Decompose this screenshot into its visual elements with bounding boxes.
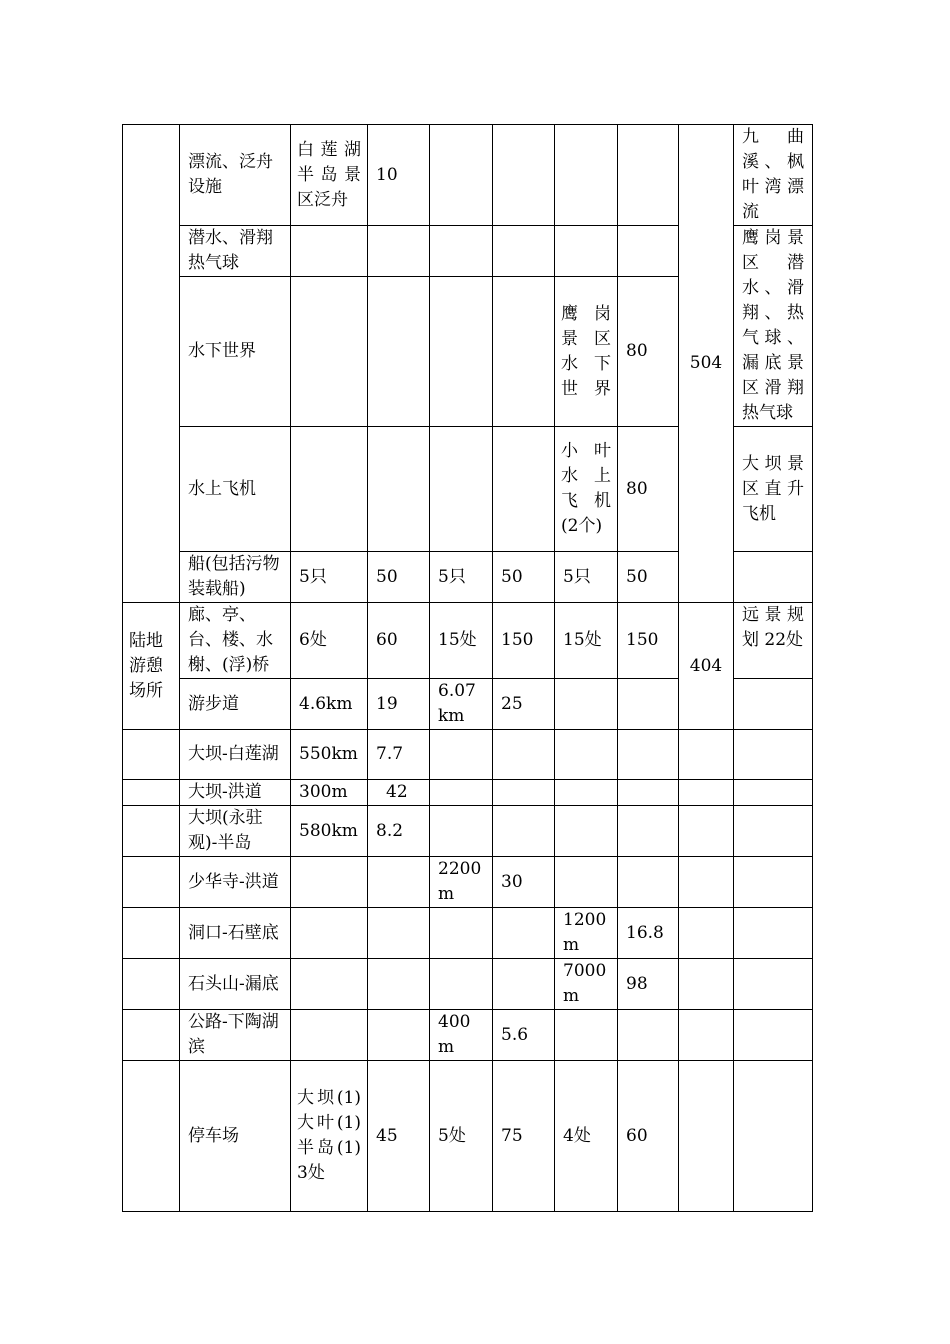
total-cell xyxy=(679,959,734,1010)
cell-a2 xyxy=(368,226,430,277)
item-cell: 游步道 xyxy=(180,679,291,730)
item-cell: 石头山-漏底 xyxy=(180,959,291,1010)
cell-a1: 300m xyxy=(291,780,368,806)
total-cell xyxy=(679,908,734,959)
cell-b2 xyxy=(493,959,555,1010)
item-cell: 少华寺-洪道 xyxy=(180,857,291,908)
cell-c2 xyxy=(618,857,679,908)
cell-a2: 7.7 xyxy=(368,730,430,780)
cell-c2: 80 xyxy=(618,427,679,552)
cell-c1: 4处 xyxy=(555,1061,618,1212)
cell-a2: 50 xyxy=(368,552,430,603)
cell-b2: 25 xyxy=(493,679,555,730)
cell-b1 xyxy=(430,806,493,857)
item-cell: 洞口-石壁底 xyxy=(180,908,291,959)
table-row xyxy=(123,806,813,857)
remark-cell xyxy=(734,857,813,908)
item-cell: 大坝(永驻观)-半岛 xyxy=(180,806,291,857)
category-cell xyxy=(123,1061,180,1212)
cell-b1 xyxy=(430,226,493,277)
remark-cell xyxy=(734,730,813,780)
category-cell xyxy=(123,125,180,603)
cell-b1 xyxy=(430,730,493,780)
cell-b2 xyxy=(493,226,555,277)
cell-c2 xyxy=(618,226,679,277)
remark-cell xyxy=(734,679,813,730)
cell-b1 xyxy=(430,125,493,226)
cell-c2 xyxy=(618,125,679,226)
remark-cell: 鹰岗景区潜水、滑翔、热气球、漏底景区滑翔热气球 xyxy=(734,226,813,427)
total-cell xyxy=(679,730,734,780)
cell-b2 xyxy=(493,277,555,427)
cell-b2 xyxy=(493,780,555,806)
total-cell: 404 xyxy=(679,603,734,730)
cell-c1 xyxy=(555,806,618,857)
item-cell: 停车场 xyxy=(180,1061,291,1212)
cell-a2 xyxy=(368,1010,430,1061)
table-row xyxy=(123,603,813,679)
item-cell: 水上飞机 xyxy=(180,427,291,552)
remark-cell xyxy=(734,552,813,603)
cell-c2 xyxy=(618,806,679,857)
cell-b1: 6.07km xyxy=(430,679,493,730)
cell-c1: 1200m xyxy=(555,908,618,959)
cell-c2 xyxy=(618,679,679,730)
cell-c2: 150 xyxy=(618,603,679,679)
item-cell: 公路-下陶湖滨 xyxy=(180,1010,291,1061)
cell-a2: 19 xyxy=(368,679,430,730)
total-cell xyxy=(679,806,734,857)
remark-cell xyxy=(734,1061,813,1212)
cell-c2 xyxy=(618,730,679,780)
table-row xyxy=(123,959,813,1010)
cell-b2 xyxy=(493,427,555,552)
cell-b1 xyxy=(430,780,493,806)
cell-a1: 6处 xyxy=(291,603,368,679)
cell-c1 xyxy=(555,780,618,806)
category-cell xyxy=(123,908,180,959)
category-cell: 陆地游憩场所 xyxy=(123,603,180,730)
cell-a2: 42 xyxy=(368,780,430,806)
category-cell xyxy=(123,780,180,806)
cell-a1: 4.6km xyxy=(291,679,368,730)
cell-c1 xyxy=(555,857,618,908)
cell-b2: 30 xyxy=(493,857,555,908)
cell-a2 xyxy=(368,959,430,1010)
cell-c1 xyxy=(555,226,618,277)
cell-c1 xyxy=(555,1010,618,1061)
cell-c2: 98 xyxy=(618,959,679,1010)
category-cell xyxy=(123,857,180,908)
item-cell: 船(包括污物装载船) xyxy=(180,552,291,603)
cell-a1: 白莲湖半岛景区泛舟 xyxy=(291,125,368,226)
cell-c1: 小叶水上飞机(2个) xyxy=(555,427,618,552)
cell-a1: 550km xyxy=(291,730,368,780)
remark-cell: 远景规划 22处 xyxy=(734,603,813,679)
cell-b1: 400m xyxy=(430,1010,493,1061)
cell-a2 xyxy=(368,908,430,959)
cell-a1 xyxy=(291,959,368,1010)
cell-b1: 2200m xyxy=(430,857,493,908)
cell-b1: 5处 xyxy=(430,1061,493,1212)
cell-a1: 5只 xyxy=(291,552,368,603)
item-cell: 潜水、滑翔热气球 xyxy=(180,226,291,277)
table-row xyxy=(123,780,813,806)
category-cell xyxy=(123,1010,180,1061)
remark-cell xyxy=(734,959,813,1010)
cell-c1: 5只 xyxy=(555,552,618,603)
cell-a2: 10 xyxy=(368,125,430,226)
cell-b2: 150 xyxy=(493,603,555,679)
cell-a1 xyxy=(291,1010,368,1061)
table-row xyxy=(123,1010,813,1061)
cell-a1 xyxy=(291,427,368,552)
remark-cell: 九 曲溪、枫叶湾漂流 xyxy=(734,125,813,226)
cell-a2 xyxy=(368,857,430,908)
cell-b2 xyxy=(493,806,555,857)
category-cell xyxy=(123,806,180,857)
total-cell: 504 xyxy=(679,125,734,603)
cell-a2: 60 xyxy=(368,603,430,679)
cell-c1: 鹰岗景区水下世界 xyxy=(555,277,618,427)
table-row xyxy=(123,1061,813,1212)
cell-b2 xyxy=(493,125,555,226)
cell-c1 xyxy=(555,125,618,226)
item-cell: 水下世界 xyxy=(180,277,291,427)
remark-cell xyxy=(734,1010,813,1061)
table-row xyxy=(123,125,813,226)
remark-cell xyxy=(734,780,813,806)
remark-cell xyxy=(734,806,813,857)
cell-c2: 60 xyxy=(618,1061,679,1212)
total-cell xyxy=(679,1061,734,1212)
cell-c2: 50 xyxy=(618,552,679,603)
cell-c1 xyxy=(555,679,618,730)
cell-c1: 7000m xyxy=(555,959,618,1010)
cell-a1 xyxy=(291,857,368,908)
cell-c2 xyxy=(618,780,679,806)
cell-c2: 80 xyxy=(618,277,679,427)
cell-b1: 15处 xyxy=(430,603,493,679)
cell-b2: 5.6 xyxy=(493,1010,555,1061)
cell-b1: 5只 xyxy=(430,552,493,603)
cell-c2: 16.8 xyxy=(618,908,679,959)
facility-table xyxy=(122,124,813,1212)
cell-a2 xyxy=(368,277,430,427)
category-cell xyxy=(123,730,180,780)
cell-c2 xyxy=(618,1010,679,1061)
total-cell xyxy=(679,780,734,806)
cell-b1 xyxy=(430,959,493,1010)
total-cell xyxy=(679,1010,734,1061)
cell-b2: 50 xyxy=(493,552,555,603)
cell-b2 xyxy=(493,908,555,959)
cell-c1: 15处 xyxy=(555,603,618,679)
table-row xyxy=(123,730,813,780)
table-row xyxy=(123,857,813,908)
cell-a2: 45 xyxy=(368,1061,430,1212)
cell-b2: 75 xyxy=(493,1061,555,1212)
cell-b2 xyxy=(493,730,555,780)
cell-a2: 8.2 xyxy=(368,806,430,857)
cell-b1 xyxy=(430,277,493,427)
table-row xyxy=(123,908,813,959)
cell-a1: 580km xyxy=(291,806,368,857)
cell-a1 xyxy=(291,226,368,277)
remark-cell xyxy=(734,908,813,959)
item-cell: 大坝-白莲湖 xyxy=(180,730,291,780)
category-cell xyxy=(123,959,180,1010)
cell-b1 xyxy=(430,427,493,552)
item-cell: 廊、亭、台、楼、水榭、(浮)桥 xyxy=(180,603,291,679)
remark-cell: 大坝景区直升飞机 xyxy=(734,427,813,552)
cell-a1: 大坝(1)大叶(1)半岛(1)3处 xyxy=(291,1061,368,1212)
item-cell: 大坝-洪道 xyxy=(180,780,291,806)
cell-a2 xyxy=(368,427,430,552)
cell-c1 xyxy=(555,730,618,780)
cell-a1 xyxy=(291,277,368,427)
cell-b1 xyxy=(430,908,493,959)
total-cell xyxy=(679,857,734,908)
item-cell: 漂流、泛舟设施 xyxy=(180,125,291,226)
cell-a1 xyxy=(291,908,368,959)
